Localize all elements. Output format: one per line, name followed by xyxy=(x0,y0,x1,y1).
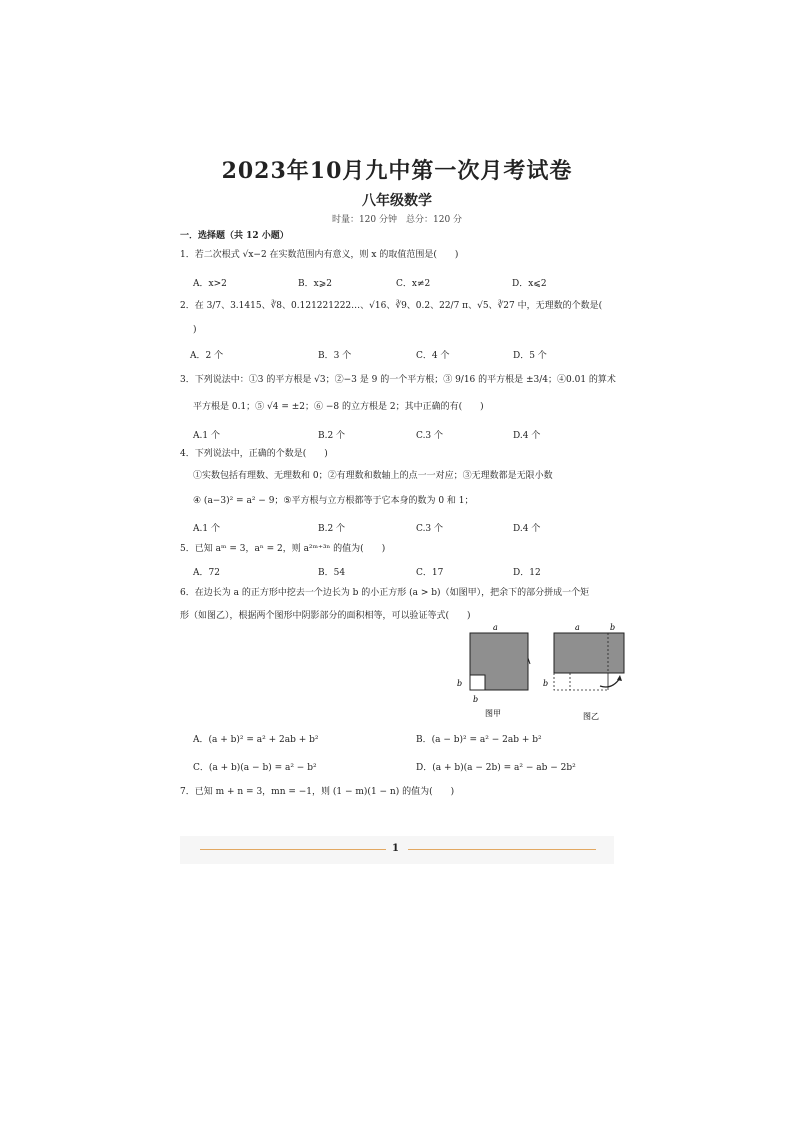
figure-yi-label-b-top: b xyxy=(610,623,616,632)
q5-option-a: A．72 xyxy=(193,568,220,578)
question-5-text: 5．已知 aᵐ = 3，aⁿ = 2，则 a²ᵐ⁺³ⁿ 的值为( ) xyxy=(180,544,386,554)
page-number: 1 xyxy=(392,843,399,854)
q5-option-c: C．17 xyxy=(416,568,444,578)
figure-yi xyxy=(540,620,640,724)
question-2-text-cont: ) xyxy=(193,325,197,335)
q4-option-d: D.4 个 xyxy=(513,524,541,534)
figure-jia-label-a: a xyxy=(493,623,498,632)
q6-option-a: A．(a + b)² = a² + 2ab + b² xyxy=(193,735,319,745)
q4-option-b: B.2 个 xyxy=(318,524,346,534)
question-4-line-3: ④ (a−3)² = a² − 9；⑤平方根与立方根都等于它本身的数为 0 和 1； xyxy=(193,496,474,506)
figure-jia-label-b-bottom: b xyxy=(473,695,479,704)
q6-option-c: C．(a + b)(a − b) = a² − b² xyxy=(193,763,317,773)
q2-option-c: C．4 个 xyxy=(416,351,450,361)
figure-jia xyxy=(455,620,535,720)
q2-option-a: A．2 个 xyxy=(190,351,224,361)
exam-meta: 时量：120 分钟 总分：120 分 xyxy=(331,215,463,225)
q4-option-a: A.1 个 xyxy=(193,524,220,534)
question-6-text: 6．在边长为 a 的正方形中挖去一个边长为 b 的小正方形 (a > b)（如图甲），把余下的部分拼成一个矩 xyxy=(180,588,590,598)
figure-yi-label-b-left: b xyxy=(543,679,549,688)
figure-yi-caption: 图乙 xyxy=(583,712,599,721)
footer-rule-right xyxy=(408,849,596,850)
q6-option-d: D．(a + b)(a − 2b) = a² − ab − 2b² xyxy=(416,763,576,773)
q2-option-d: D．5 个 xyxy=(513,351,547,361)
page-title: 2023年10月九中第一次月考试卷 xyxy=(221,158,573,184)
q6-option-b: B．(a − b)² = a² − 2ab + b² xyxy=(416,735,542,745)
q2-option-b: B．3 个 xyxy=(318,351,352,361)
q3-option-c: C.3 个 xyxy=(416,431,444,441)
figure-yi-rectangle xyxy=(554,633,624,673)
q1-option-c: C．x≠2 xyxy=(396,279,431,289)
footer-rule-left xyxy=(200,849,386,850)
q3-option-b: B.2 个 xyxy=(318,431,346,441)
rotate-arrow-icon xyxy=(600,678,620,687)
q4-option-c: C.3 个 xyxy=(416,524,444,534)
q3-option-a: A.1 个 xyxy=(193,431,220,441)
question-3-text: 3．下列说法中：①3 的平方根是 √3；②−3 是 9 的一个平方根；③ 9/16 的平方根是 ±3/4；④0.01 的算术 xyxy=(180,375,616,385)
question-7-text: 7．已知 m + n = 3，mn = −1，则 (1 − m)(1 − n) 的值为( ) xyxy=(180,787,455,797)
q1-option-b: B．x⩾2 xyxy=(298,279,332,289)
question-6-text-cont: 形（如图乙），根据两个图形中阴影部分的面积相等，可以验证等式( ) xyxy=(180,611,471,621)
q5-option-d: D．12 xyxy=(513,568,541,578)
q1-option-a: A．x>2 xyxy=(193,279,227,289)
q5-option-b: B．54 xyxy=(318,568,346,578)
section-heading: 一．选择题（共 12 小题） xyxy=(180,231,289,241)
page-subtitle: 八年级数学 xyxy=(362,193,432,209)
figure-yi-label-a: a xyxy=(575,623,580,632)
figure-jia-label-b-left: b xyxy=(457,679,463,688)
question-3-text-cont: 平方根是 0.1；⑤ √4 = ±2；⑥ −8 的立方根是 2；其中正确的有( ) xyxy=(193,402,484,412)
question-4-text: 4．下列说法中，正确的个数是( ) xyxy=(180,449,328,459)
figure-jia-caption: 图甲 xyxy=(485,709,501,718)
q1-option-d: D．x⩽2 xyxy=(512,279,547,289)
q3-option-d: D.4 个 xyxy=(513,431,541,441)
figure-jia-small-square xyxy=(470,675,485,690)
question-4-line-2: ①实数包括有理数、无理数和 0；②有理数和数轴上的点一一对应；③无理数都是无限小数 xyxy=(193,471,553,481)
question-2-text: 2．在 3/7、3.1415、∛8、0.121221222…、√16、∛9、0.2、22/7 π、√5、∛27 中，无理数的个数是( xyxy=(180,301,603,311)
question-1-text: 1．若二次根式 √x−2 在实数范围内有意义，则 x 的取值范围是( ) xyxy=(180,250,459,260)
